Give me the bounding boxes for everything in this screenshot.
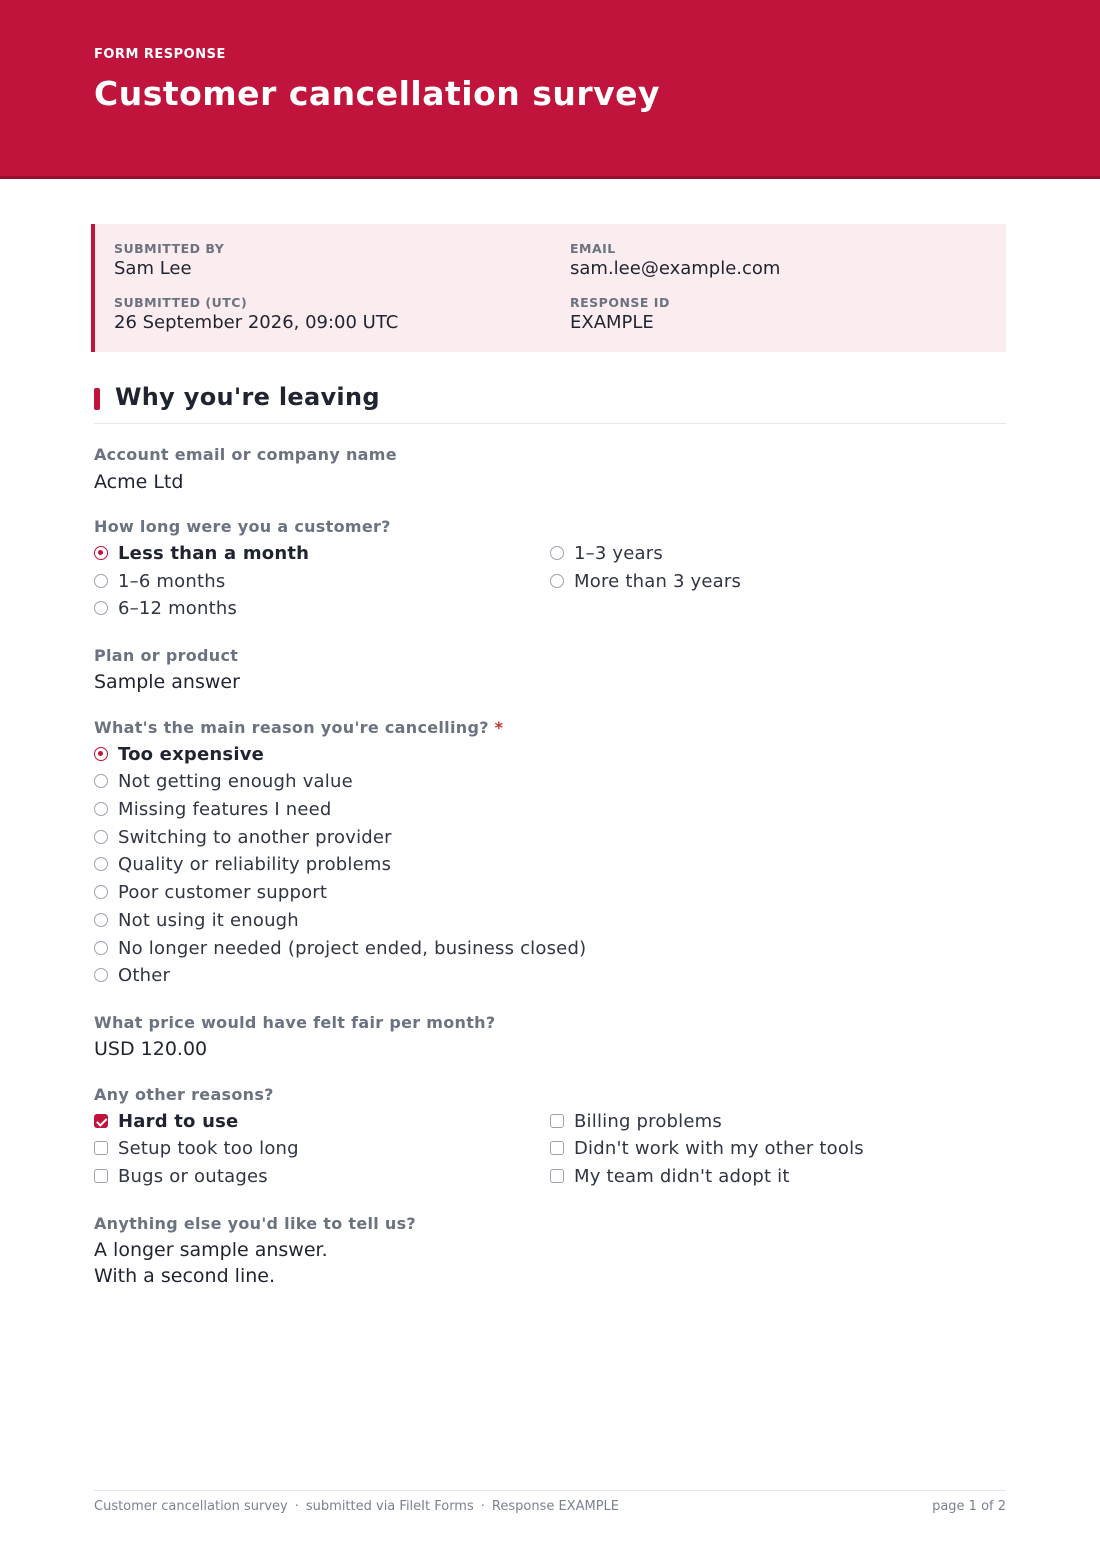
response-id-label: RESPONSE ID	[570, 295, 670, 310]
price-question-label: What price would have felt fair per month?	[94, 1013, 496, 1032]
option-label: Bugs or outages	[118, 1165, 268, 1187]
plan-answer: Sample answer	[94, 671, 240, 693]
option-label: Switching to another provider	[118, 826, 392, 848]
option-label: Not using it enough	[118, 909, 299, 931]
other-reason-option[interactable]	[94, 1137, 299, 1159]
footer-info	[94, 1499, 619, 1514]
other-reason-option[interactable]	[94, 1110, 238, 1132]
reason-option[interactable]	[94, 937, 586, 959]
option-label: Setup took too long	[118, 1137, 299, 1159]
page-title: Customer cancellation survey	[94, 74, 661, 113]
radio-icon	[550, 574, 564, 588]
page-number: page 1 of 2	[932, 1499, 1006, 1514]
footer-via: submitted via FileIt Forms	[305, 1499, 474, 1514]
account-answer: Acme Ltd	[94, 471, 184, 493]
other-reasons-question-label: Any other reasons?	[94, 1085, 274, 1104]
option-label: Quality or reliability problems	[118, 853, 392, 875]
radio-icon	[94, 941, 108, 955]
other-reason-option[interactable]	[94, 1165, 268, 1187]
option-label: Billing problems	[574, 1110, 722, 1132]
footer-separator: ·	[294, 1499, 299, 1514]
reason-option[interactable]	[94, 909, 299, 931]
submission-meta-panel	[91, 224, 1006, 352]
option-label: Too expensive	[118, 743, 265, 765]
section-title: Why you're leaving	[115, 383, 380, 411]
radio-selected-icon	[94, 747, 108, 761]
option-label: Didn't work with my other tools	[574, 1137, 864, 1159]
option-label: Less than a month	[118, 542, 310, 564]
reason-option[interactable]	[94, 770, 353, 792]
email-value: sam.lee@example.com	[570, 258, 781, 279]
checkbox-icon	[94, 1141, 108, 1155]
page-footer	[94, 1490, 1006, 1514]
reason-question-text: What's the main reason you're cancelling?	[94, 718, 489, 737]
tenure-option[interactable]	[94, 597, 237, 619]
checkbox-icon	[550, 1114, 564, 1128]
other-reason-option[interactable]	[550, 1137, 864, 1159]
reason-option[interactable]	[94, 826, 392, 848]
tenure-question-label: How long were you a customer?	[94, 517, 391, 536]
option-label: Not getting enough value	[118, 770, 353, 792]
response-id-field	[570, 295, 670, 333]
account-question-label: Account email or company name	[94, 445, 397, 464]
submitted-by-value: Sam Lee	[114, 258, 192, 279]
checkbox-icon	[550, 1169, 564, 1183]
submitted-utc-label: SUBMITTED (UTC)	[114, 295, 248, 310]
reason-option[interactable]	[94, 853, 391, 875]
radio-icon	[94, 968, 108, 982]
option-label: Poor customer support	[118, 881, 328, 903]
radio-icon	[94, 830, 108, 844]
option-label: 1–6 months	[118, 570, 226, 592]
submitted-utc-field	[114, 295, 398, 333]
radio-icon	[550, 546, 564, 560]
radio-selected-icon	[94, 546, 108, 560]
tenure-option[interactable]	[550, 570, 741, 592]
comments-answer: A longer sample answer. With a second line.	[94, 1239, 328, 1287]
radio-icon	[94, 574, 108, 588]
footer-form-name: Customer cancellation survey	[94, 1499, 288, 1514]
radio-icon	[94, 913, 108, 927]
section-header	[94, 381, 1006, 424]
tenure-option[interactable]	[550, 542, 663, 564]
footer-response: Response EXAMPLE	[491, 1499, 619, 1514]
submitted-by-field	[114, 241, 224, 279]
option-label: No longer needed (project ended, business closed)	[118, 937, 587, 959]
checkbox-icon	[94, 1169, 108, 1183]
section-accent-bar	[94, 388, 100, 410]
radio-icon	[94, 802, 108, 816]
submitted-by-label: SUBMITTED BY	[114, 241, 225, 256]
reason-question-label	[94, 718, 503, 737]
option-label: Hard to use	[118, 1110, 239, 1132]
option-label: 1–3 years	[574, 542, 663, 564]
reason-option[interactable]	[94, 798, 332, 820]
header-banner	[0, 0, 1100, 179]
submitted-utc-value: 26 September 2026, 09:00 UTC	[114, 312, 399, 333]
tenure-option[interactable]	[94, 542, 309, 564]
reason-option[interactable]	[94, 743, 264, 765]
option-label: 6–12 months	[118, 597, 238, 619]
option-label: Other	[118, 964, 171, 986]
other-reason-option[interactable]	[550, 1165, 790, 1187]
option-label: Missing features I need	[118, 798, 332, 820]
plan-question-label: Plan or product	[94, 646, 239, 665]
required-marker: *	[494, 718, 504, 737]
option-label: My team didn't adopt it	[574, 1165, 790, 1187]
footer-separator: ·	[480, 1499, 485, 1514]
response-id-value: EXAMPLE	[570, 312, 654, 333]
reason-option[interactable]	[94, 881, 327, 903]
price-answer: USD 120.00	[94, 1038, 208, 1060]
comments-question-label: Anything else you'd like to tell us?	[94, 1214, 417, 1233]
tenure-option[interactable]	[94, 570, 225, 592]
radio-icon	[94, 601, 108, 615]
checkbox-checked-icon	[94, 1114, 108, 1128]
other-reason-option[interactable]	[550, 1110, 722, 1132]
radio-icon	[94, 857, 108, 871]
email-label: EMAIL	[570, 241, 616, 256]
email-field	[570, 241, 780, 279]
radio-icon	[94, 774, 108, 788]
radio-icon	[94, 885, 108, 899]
option-label: More than 3 years	[574, 570, 742, 592]
reason-option[interactable]	[94, 964, 170, 986]
form-response-eyebrow: FORM RESPONSE	[94, 47, 226, 62]
checkbox-icon	[550, 1141, 564, 1155]
